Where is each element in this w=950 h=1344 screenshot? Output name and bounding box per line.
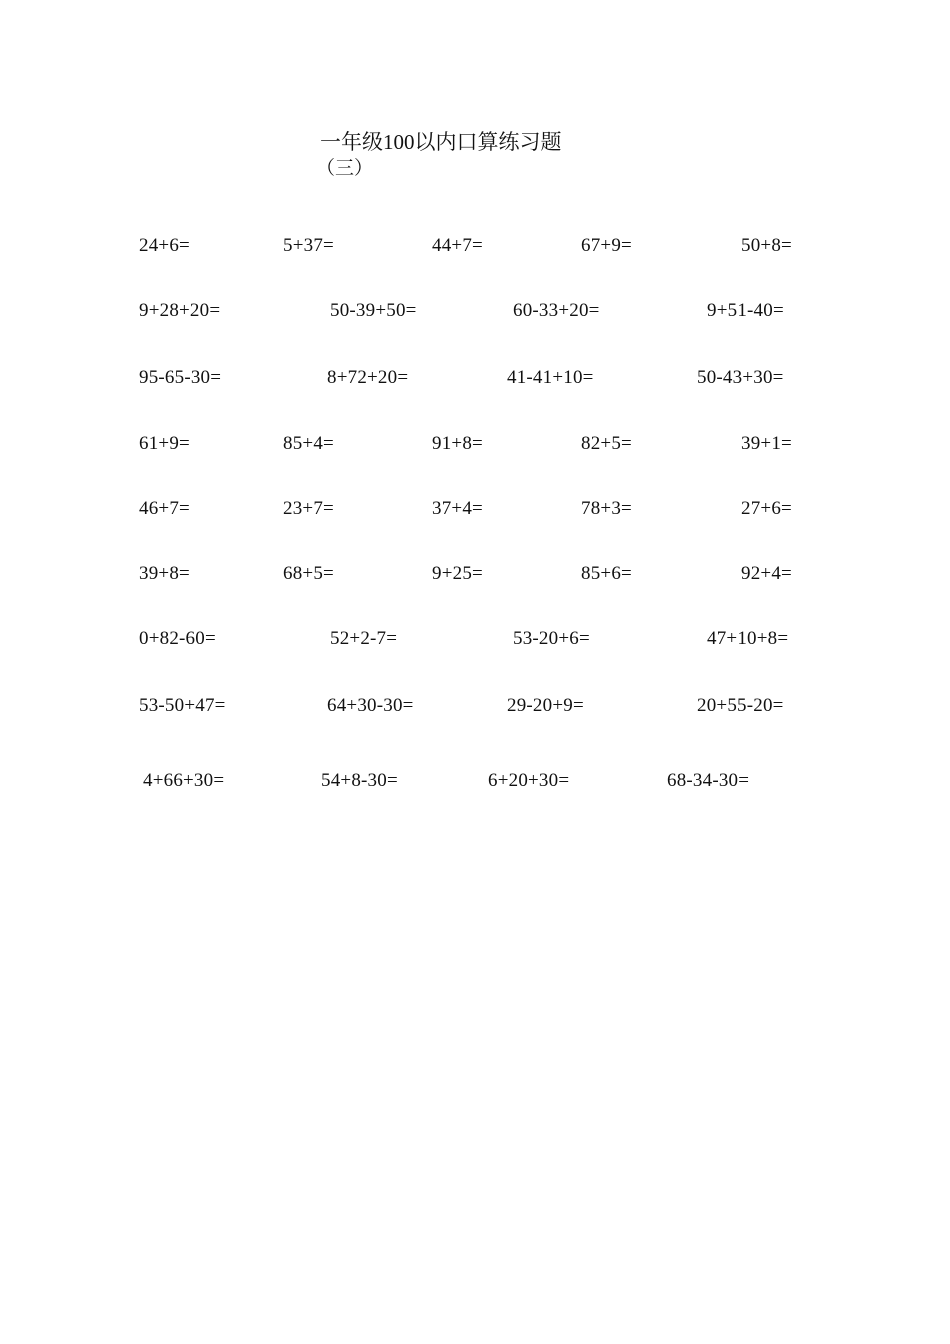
arithmetic-problem: 54+8-30= xyxy=(321,770,398,791)
worksheet-subtitle: （三） xyxy=(316,158,374,179)
arithmetic-problem: 61+9= xyxy=(139,433,190,454)
arithmetic-problem: 6+20+30= xyxy=(488,770,570,791)
worksheet-title: 一年级100以内口算练习题 xyxy=(320,130,562,154)
arithmetic-problem: 20+55-20= xyxy=(697,695,784,716)
arithmetic-problem: 67+9= xyxy=(581,235,632,256)
arithmetic-problem: 50-39+50= xyxy=(330,300,417,321)
arithmetic-problem: 46+7= xyxy=(139,498,190,519)
arithmetic-problem: 64+30-30= xyxy=(327,695,414,716)
arithmetic-problem: 95-65-30= xyxy=(139,367,222,388)
arithmetic-problem: 78+3= xyxy=(581,498,632,519)
arithmetic-problem: 44+7= xyxy=(432,235,483,256)
arithmetic-problem: 0+82-60= xyxy=(139,628,216,649)
arithmetic-problem: 41-41+10= xyxy=(507,367,594,388)
arithmetic-problem: 85+4= xyxy=(283,433,334,454)
arithmetic-problem: 39+1= xyxy=(741,433,792,454)
arithmetic-problem: 9+28+20= xyxy=(139,300,221,321)
arithmetic-problem: 82+5= xyxy=(581,433,632,454)
arithmetic-problem: 53-50+47= xyxy=(139,695,226,716)
arithmetic-problem: 47+10+8= xyxy=(707,628,789,649)
arithmetic-problem: 29-20+9= xyxy=(507,695,584,716)
arithmetic-problem: 27+6= xyxy=(741,498,792,519)
arithmetic-problem: 39+8= xyxy=(139,563,190,584)
arithmetic-problem: 37+4= xyxy=(432,498,483,519)
arithmetic-problem: 52+2-7= xyxy=(330,628,398,649)
arithmetic-problem: 23+7= xyxy=(283,498,334,519)
arithmetic-problem: 8+72+20= xyxy=(327,367,409,388)
arithmetic-problem: 53-20+6= xyxy=(513,628,590,649)
arithmetic-problem: 5+37= xyxy=(283,235,334,256)
arithmetic-problem: 50+8= xyxy=(741,235,792,256)
arithmetic-problem: 50-43+30= xyxy=(697,367,784,388)
arithmetic-problem: 4+66+30= xyxy=(143,770,225,791)
arithmetic-problem: 9+25= xyxy=(432,563,483,584)
arithmetic-problem: 60-33+20= xyxy=(513,300,600,321)
arithmetic-problem: 92+4= xyxy=(741,563,792,584)
arithmetic-problem: 91+8= xyxy=(432,433,483,454)
arithmetic-problem: 24+6= xyxy=(139,235,190,256)
arithmetic-problem: 68+5= xyxy=(283,563,334,584)
arithmetic-problem: 85+6= xyxy=(581,563,632,584)
arithmetic-problem: 9+51-40= xyxy=(707,300,784,321)
arithmetic-problem: 68-34-30= xyxy=(667,770,750,791)
